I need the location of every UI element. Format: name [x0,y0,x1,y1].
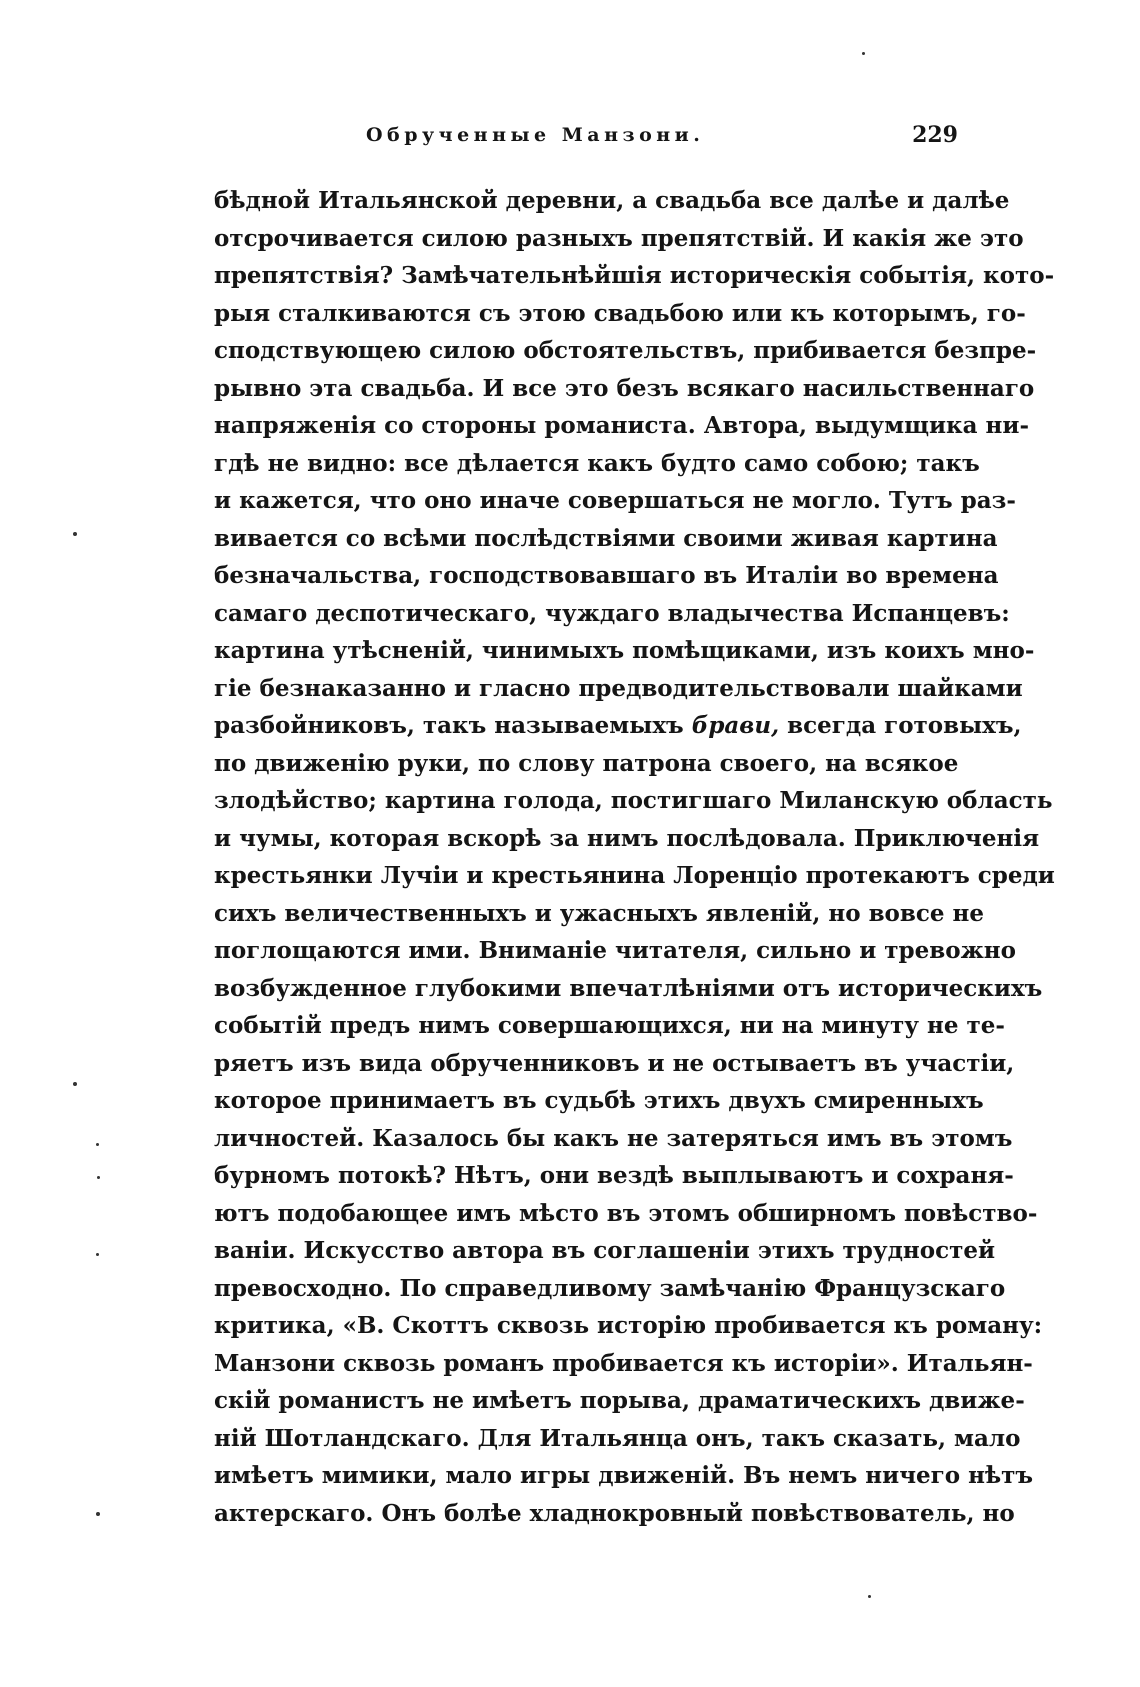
body-text [214,182,1055,1532]
text-line: сподствующею силою обстоятельствъ, прибивается безпре- [214,337,1037,364]
text-segment: разбойниковъ, такъ называемыхъ [214,712,692,739]
text-line: гіе безнаказанно и гласно предводительствовали шайками [214,674,1023,702]
text-line: вивается со всѣми послѣдствіями своими живая картина [214,524,998,552]
scan-speck [96,1512,100,1516]
text-line-with-italic [214,707,1022,745]
text-line: злодѣйство; картина голода, постигшаго Миланскую область [214,787,1053,814]
text-line: ваніи. Искусство автора въ соглашеніи этихъ трудностей [214,1237,996,1264]
italic-term: брави, [691,712,780,739]
text-line: рыя сталкиваются съ этою свадьбою или къ которымъ, го- [214,299,1026,327]
text-line: ютъ подобающее имъ мѣсто въ этомъ обширномъ повѣство- [214,1199,1038,1227]
text-line: картина утѣсненій, чинимыхъ помѣщиками, изъ коихъ мно- [214,637,1035,664]
text-line: сихъ величественныхъ и ужасныхъ явленій, но вовсе не [214,899,984,927]
text-segment: всегда готовыхъ, [779,712,1022,739]
text-line: отсрочивается силою разныхъ препятствій. И какія же это [214,224,1024,252]
text-line: возбужденное глубокими впечатлѣніями отъ историческихъ [214,974,1043,1002]
text-line: напряженія со стороны романиста. Автора, выдумщика ни- [214,412,1029,439]
text-line: бурномъ потокѣ? Нѣтъ, они вездѣ выплываютъ и сохраня- [214,1162,1014,1189]
page-number: 229 [912,122,958,148]
text-line: событій предъ нимъ совершающихся, ни на минуту не те- [214,1012,1005,1039]
text-line: крестьянки Лучіи и крестьянина Лоренціо протекаютъ среди [214,862,1055,889]
scan-speck [96,1253,99,1256]
text-line: безначальства, господствовавшаго въ Италіи во времена [214,562,999,589]
text-line: ній Шотландскаго. Для Итальянца онъ, такъ сказать, мало [214,1424,1021,1452]
text-line: Манзони сквозь романъ пробивается къ исторіи». Итальян- [214,1349,1033,1377]
text-line: которое принимаетъ въ судьбѣ этихъ двухъ смиренныхъ [214,1087,984,1114]
text-line: скій романистъ не имѣетъ порыва, драматическихъ движе- [214,1387,1025,1414]
scan-speck [96,1143,99,1146]
text-line: гдѣ не видно: все дѣлается какъ будто само собою; такъ [214,449,980,477]
text-line: рывно эта свадьба. И все это безъ всякаго насильственнаго [214,374,1035,402]
scan-speck [862,52,865,55]
text-line: критика, «В. Скоттъ сквозь исторію пробивается къ роману: [214,1312,1043,1339]
text-line: превосходно. По справедливому замѣчанію Французскаго [214,1274,1006,1302]
text-line: актерскаго. Онъ болѣе хладнокровный повѣствователь, но [214,1499,1015,1527]
text-line: препятствія? Замѣчательнѣйшія историческія событія, кото- [214,262,1055,289]
running-header [214,124,958,154]
running-title: Обрученные Манзони. [366,124,705,146]
scan-speck [73,532,77,536]
text-line: и чумы, которая вскорѣ за нимъ послѣдовала. Приключенія [214,824,1040,852]
text-line: и кажется, что оно иначе совершаться не могло. Тутъ раз- [214,487,1016,514]
text-line: ряетъ изъ вида обрученниковъ и не остываетъ въ участіи, [214,1049,1015,1077]
text-line: поглощаются ими. Вниманіе читателя, сильно и тревожно [214,937,1016,964]
text-line: личностей. Казалось бы какъ не затеряться имъ въ этомъ [214,1124,1013,1152]
scan-speck [97,1176,100,1179]
scan-speck [868,1595,871,1598]
text-line: самаго деспотическаго, чуждаго владычества Испанцевъ: [214,599,1010,627]
text-line: по движенію руки, по слову патрона своего, на всякое [214,749,959,777]
scan-speck [73,1082,77,1086]
text-line: имѣетъ мимики, мало игры движеній. Въ немъ ничего нѣтъ [214,1462,1034,1489]
text-line: бѣдной Итальянской деревни, а свадьба все далѣе и далѣе [214,187,1010,214]
